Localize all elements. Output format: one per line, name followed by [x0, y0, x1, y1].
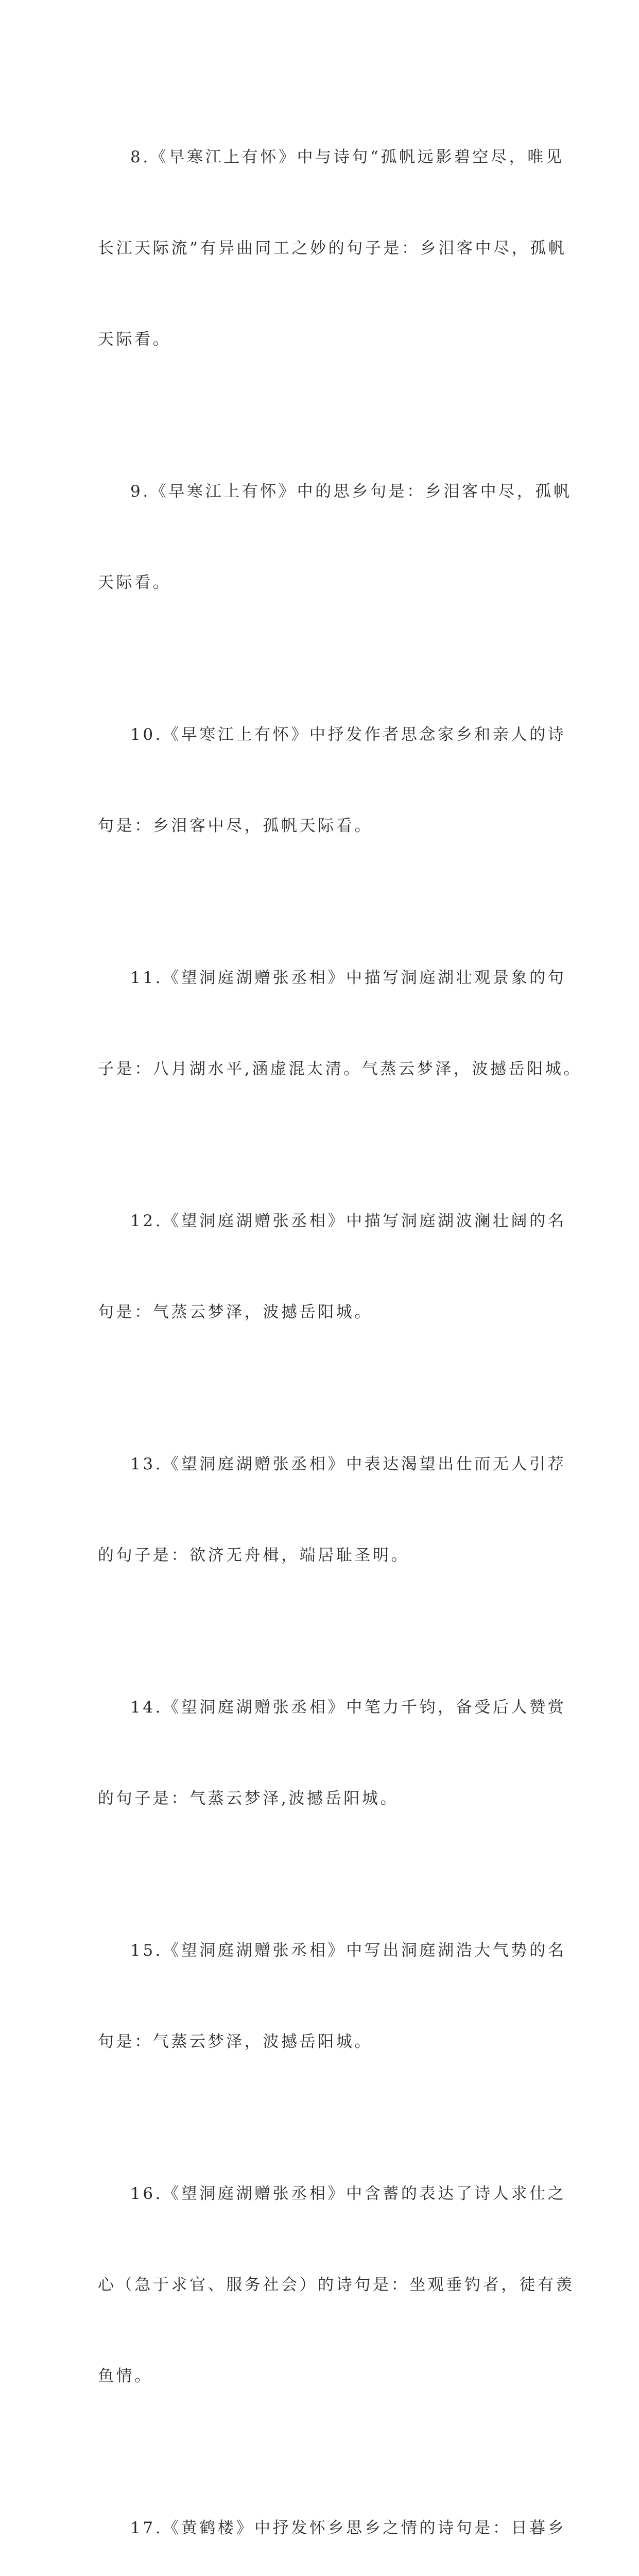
text-line: 句是：乡泪客中尽，孤帆天际看。 [98, 817, 373, 835]
text-line: 13.《望洞庭湖赠张丞相》中表达渴望出仕而无人引荐 [130, 1455, 566, 1473]
text-line: 16.《望洞庭湖赠张丞相》中含蓄的表达了诗人求仕之 [130, 2184, 566, 2203]
list-item-16 [98, 2118, 575, 2452]
list-item-13 [98, 1388, 566, 1632]
list-item-9 [98, 416, 572, 659]
text-line: 的句子是：欲济无舟楫，端居耻圣明。 [98, 1546, 410, 1565]
text-line: 14.《望洞庭湖赠张丞相》中笔力千钧，备受后人赞赏 [130, 1698, 566, 1717]
text-line: 心（急于求官、服务社会）的诗句是：坐观垂钓者，徒有羡 [98, 2276, 575, 2294]
text-line: 11.《望洞庭湖赠张丞相》中描写洞庭湖壮观景象的句 [130, 969, 566, 987]
text-line: 鱼情。 [98, 2367, 153, 2385]
text-line: 长江天际流”有异曲同工之妙的句子是：乡泪客中尽，孤帆 [98, 239, 567, 258]
text-line: 12.《望洞庭湖赠张丞相》中描写洞庭湖波澜壮阔的名 [130, 1212, 566, 1230]
list-item-11 [98, 902, 582, 1145]
list-item-14 [98, 1632, 566, 1875]
list-item-15 [98, 1875, 566, 2118]
document-body [98, 81, 582, 2576]
text-line: 的句子是：气蒸云梦泽,波撼岳阳城。 [98, 1789, 399, 1808]
text-line: 10.《早寒江上有怀》中抒发作者思念家乡和亲人的诗 [130, 725, 566, 744]
list-item-10 [98, 659, 566, 902]
text-line: 天际看。 [98, 330, 171, 349]
list-item-17 [98, 2452, 566, 2576]
text-line: 天际看。 [98, 573, 171, 592]
text-line: 句是：气蒸云梦泽，波撼岳阳城。 [98, 2032, 373, 2051]
text-line: 8.《早寒江上有怀》中与诗句“孤帆远影碧空尽，唯见 [130, 148, 564, 166]
text-line: 15.《望洞庭湖赠张丞相》中写出洞庭湖浩大气势的名 [130, 1941, 566, 1960]
text-line: 句是：气蒸云梦泽，波撼岳阳城。 [98, 1303, 373, 1321]
list-item-12 [98, 1145, 566, 1388]
list-item-8 [98, 81, 567, 416]
text-line: 9.《早寒江上有怀》中的思乡句是：乡泪客中尽，孤帆 [130, 482, 572, 501]
text-line: 17.《黄鹤楼》中抒发怀乡思乡之情的诗句是：日暮乡 [130, 2519, 566, 2537]
text-line: 子是：八月湖水平,涵虚混太清。气蒸云梦泽，波撼岳阳城。 [98, 1060, 582, 1078]
